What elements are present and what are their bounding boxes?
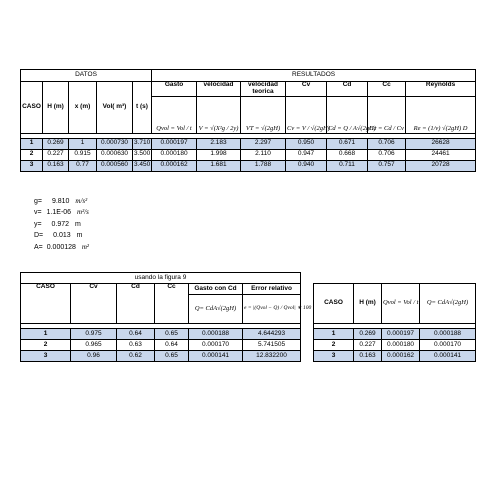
x-header: x (m) — [69, 82, 97, 134]
velocidad-teorica-formula: VT = √(2gH) — [241, 96, 286, 133]
table-row: 3 0.163 0.000162 0.000141 — [314, 351, 476, 362]
velocidad-teorica-header: velocidad teorica — [241, 82, 286, 97]
gasto-cd-header: Gasto con Cd — [189, 284, 243, 295]
caso-header: CASO — [21, 82, 43, 134]
table-row: 1 0.975 0.64 0.65 0.000188 4.644293 — [21, 329, 301, 340]
cv-header: Cv — [286, 82, 327, 97]
datos-resultados-table — [20, 69, 476, 172]
gasto-cd-formula: Q= CdA√(2gH) — [189, 295, 243, 324]
caso-header: CASO — [314, 284, 354, 324]
qvol-header: Qvol = Vol / t — [382, 284, 420, 324]
table-row: 3 0.96 0.62 0.65 0.000141 12.832200 — [21, 351, 301, 362]
velocidad-header: velocidad — [197, 82, 241, 97]
table-row: 1 0.269 1 0.000730 3.710 0.000197 2.183 2.297 0.950 0.671 0.706 26628 — [21, 138, 476, 149]
constant-d: D= 0.013 m — [34, 232, 83, 240]
vol-header: Vol( m³) — [97, 82, 133, 134]
h-header: H (m) — [354, 284, 382, 324]
h-header: H (m) — [43, 82, 69, 134]
cv-formula: Cv = V / √(2gH) — [286, 96, 327, 133]
table-row: 2 0.227 0.915 0.000630 3.500 0.000180 1.998 2.110 0.947 0.668 0.706 24461 — [21, 149, 476, 160]
caso-header: CASO — [21, 284, 71, 324]
constants-block — [34, 196, 89, 253]
cd-formula: Cd = Q / A√(2gH) — [327, 96, 368, 133]
q-header: Q= CdA√(2gH) — [420, 284, 476, 324]
velocidad-formula: V = √(X²g / 2y) — [197, 96, 241, 133]
figura-caption: usando la figura 9 — [21, 273, 301, 284]
datos-header: DATOS — [21, 70, 152, 82]
cc-formula: Cc = Cd / Cv — [368, 96, 406, 133]
reynolds-formula: Re = (1/ν) √(2gH) D — [406, 96, 476, 133]
resultados-header: RESULTADOS — [152, 70, 476, 82]
cc-header: Cc — [155, 284, 189, 324]
cd-header: Cd — [327, 82, 368, 97]
constant-g: g= 9.810 m/s² — [34, 197, 88, 205]
table-row: 3 0.163 0.77 0.000560 3.450 0.000162 1.681 1.788 0.940 0.711 0.757 20728 — [21, 160, 476, 171]
reynolds-header: Reynolds — [406, 82, 476, 97]
constant-y: y= 0.972 m — [34, 220, 81, 228]
gasto-header: Gasto — [152, 82, 197, 97]
t-header: t (s) — [133, 82, 152, 134]
constant-a: A= 0.000128 m² — [34, 242, 90, 251]
error-header: Error relativo — [243, 284, 301, 295]
comparison-table — [313, 283, 476, 362]
cd-header: Cd — [117, 284, 155, 324]
figura-table — [20, 272, 312, 362]
cv-header: Cv — [71, 284, 117, 324]
cc-header: Cc — [368, 82, 406, 97]
table-row: 2 0.965 0.63 0.64 0.000170 5.741505 — [21, 340, 301, 351]
table-row: 2 0.227 0.000180 0.000170 — [314, 340, 476, 351]
gasto-formula: Qvol = Vol / t — [152, 96, 197, 133]
error-formula: e = |(Qvol − Q) / Qvol| ∗ 100 — [243, 295, 301, 324]
constant-v: v= 1.1E-06 m²/s — [34, 208, 89, 217]
table-row: 1 0.269 0.000197 0.000188 — [314, 329, 476, 340]
